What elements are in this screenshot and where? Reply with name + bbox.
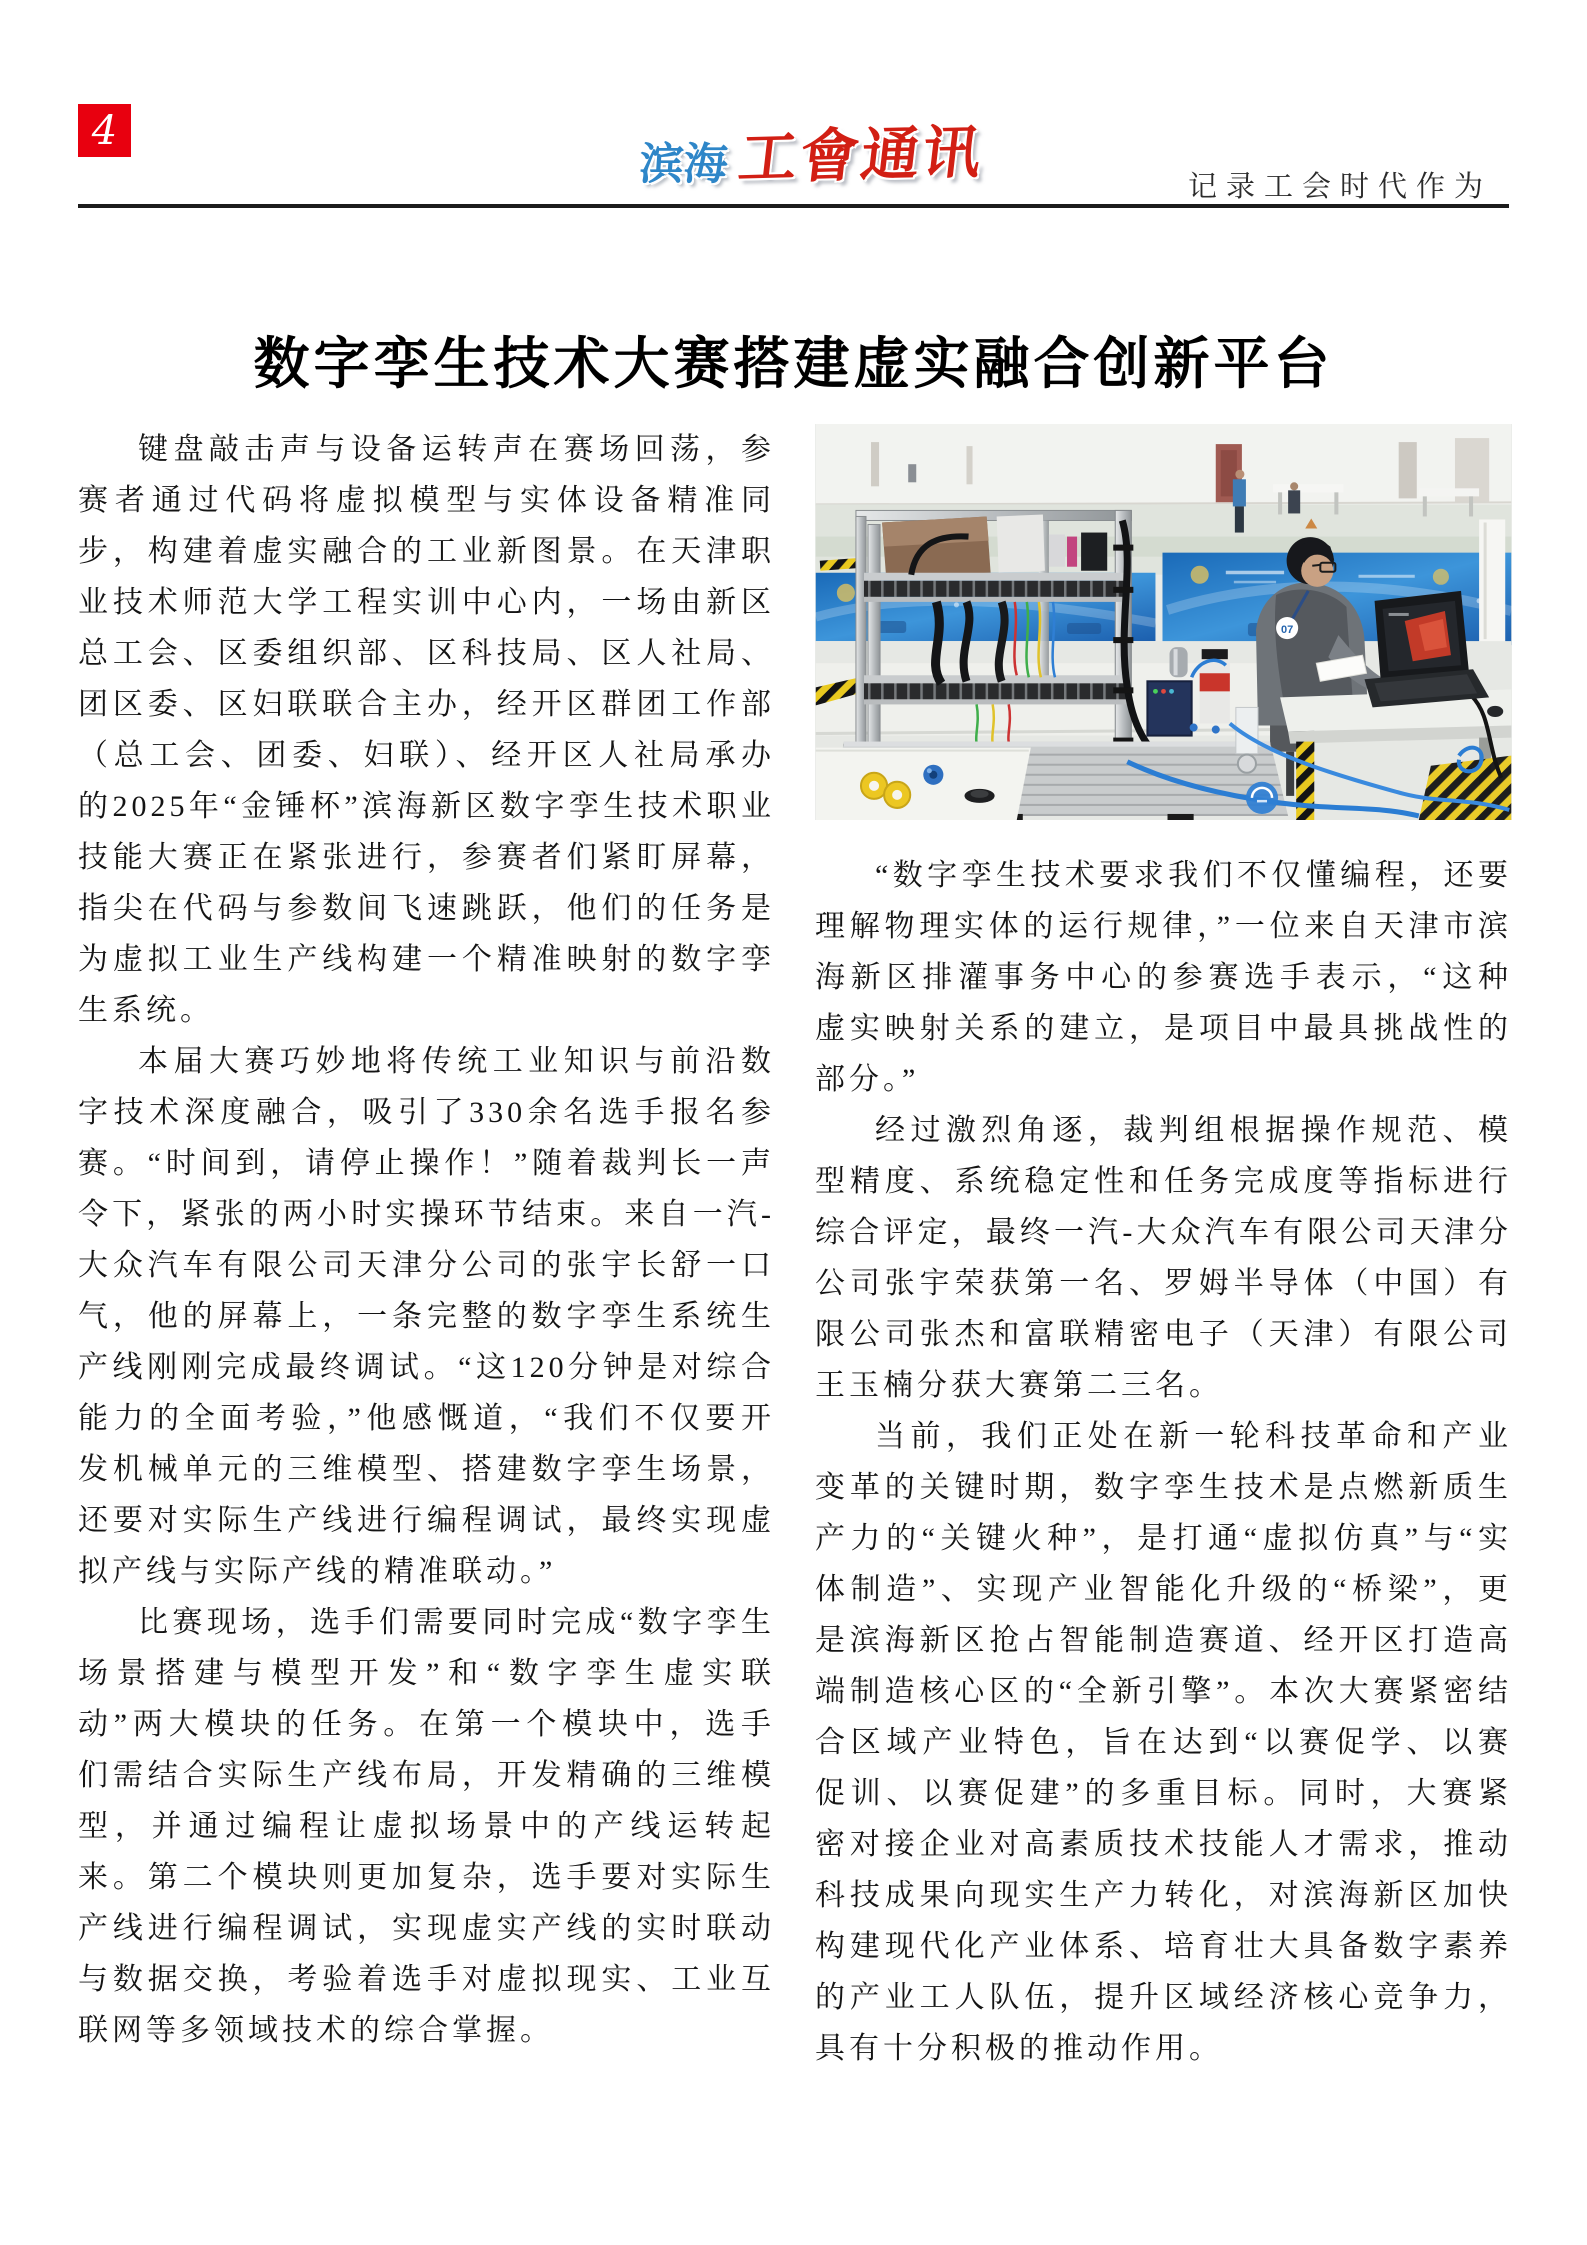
masthead-tagline: 记录工会时代作为 [1187, 171, 1492, 203]
article-paragraph: 比赛现场，选手们需要同时完成“数字孪生场景搭建与模型开发”和“数字孪生虚实联动”两大模块的任务。在第一个模块中，选手们需结合实际生产线布局，开发精确的三维模型，并通过编程让虚拟场景中的产线运转起来。第二个模块则更加复杂，选手要对实际生产线进行编程调试，实现虚实产线的实时联动与数据交换，考验着选手对虚拟现实、工业互联网等多领域技术的综合掌握。 [78, 1606, 775, 2047]
right-column [815, 424, 1512, 2074]
header-divider [78, 204, 1509, 208]
masthead-title: 工會通讯 [735, 119, 988, 192]
article-paragraph: “数字孪生技术要求我们不仅懂编程，还要理解物理实体的运行规律，”一位来自天津市滨海新区排灌事务中心的参赛选手表示，“这种虚实映射关系的建立，是项目中最具挑战性的部分。” [815, 859, 1512, 1096]
article-body [78, 424, 1512, 2074]
left-column [78, 424, 775, 2074]
article-title: 数字孪生技术大赛搭建虚实融合创新平台 [253, 333, 1334, 396]
masthead-prefix: 滨海 [637, 140, 730, 189]
competition-photo [815, 424, 1512, 820]
page-number-badge: 4 [78, 104, 131, 157]
article-paragraph: 键盘敲击声与设备运转声在赛场回荡，参赛者通过代码将虚拟模型与实体设备精准同步，构建着虚实融合的工业新图景。在天津职业技术师范大学工程实训中心内，一场由新区总工会、区委组织部、区科技局、区人社局、团区委、区妇联联合主办，经开区群团工作部（总工会、团委、妇联）、经开区人社局承办的2025年“金锤杯”滨海新区数字孪生技术职业技能大赛正在紧张进行，参赛者们紧盯屏幕，指尖在代码与参数间飞速跳跃，他们的任务是为虚拟工业生产线构建一个精准映射的数字孪生系统。 [78, 433, 775, 1027]
competitor-badge-number: 07 [1280, 624, 1294, 637]
article-paragraph: 经过激烈角逐，裁判组根据操作规范、模型精度、系统稳定性和任务完成度等指标进行综合评定，最终一汽-大众汽车有限公司天津分公司张宇荣获第一名、罗姆半导体（中国）有限公司张杰和富联精密电子（天津）有限公司王玉楠分获大赛第二三名。 [815, 1114, 1512, 1402]
masthead [637, 108, 988, 192]
article-paragraph: 当前，我们正处在新一轮科技革命和产业变革的关键时期，数字孪生技术是点燃新质生产力的“关键火种”，是打通“虚拟仿真”与“实体制造”、实现产业智能化升级的“桥梁”，更是滨海新区抢占智能制造赛道、经开区打造高端制造核心区的“全新引擎”。本次大赛紧密结合区域产业特色，旨在达到“以赛促学、以赛促训、以赛促建”的多重目标。同时，大赛紧密对接企业对高素质技术技能人才需求，推动科技成果向现实生产力转化，对滨海新区加快构建现代化产业体系、培育壮大具备数字素养的产业工人队伍，提升区域经济核心竞争力，具有十分积极的推动作用。 [815, 1420, 1512, 2065]
article-paragraph: 本届大赛巧妙地将传统工业知识与前沿数字技术深度融合，吸引了330余名选手报名参赛。“时间到，请停止操作！”随着裁判长一声令下，紧张的两小时实操环节结束。来自一汽-大众汽车有限公司天津分公司的张宇长舒一口气，他的屏幕上，一条完整的数字孪生系统生产线刚刚完成最终调试。“这120分钟是对综合能力的全面考验，”他感慨道，“我们不仅要开发机械单元的三维模型、搭建数字孪生场景，还要对实际生产线进行编程调试，最终实现虚拟产线与实际产线的精准联动。” [78, 1045, 775, 1588]
competition-photo-illustration [815, 424, 1512, 820]
parts-table [816, 748, 1031, 820]
